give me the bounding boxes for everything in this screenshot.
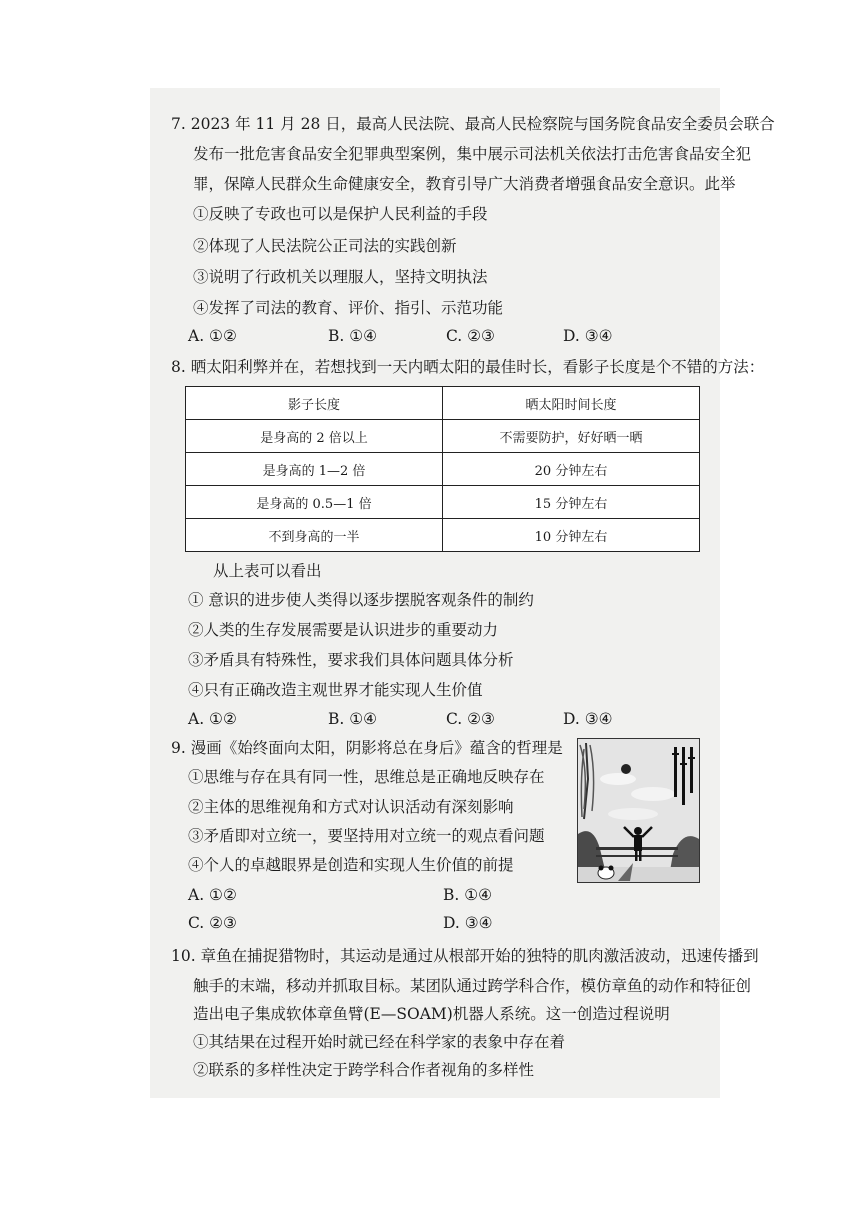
q7-stem-line-3: 罪，保障人民群众生命健康安全，教育引导广大消费者增强食品安全意识。此举 (193, 175, 736, 193)
q9-stem: 9. 漫画《始终面向太阳，阴影将总在身后》蕴含的哲理是 (171, 739, 563, 757)
q8-item-2: ②人类的生存发展需要是认识进步的重要动力 (188, 621, 499, 639)
q7-item-4: ④发挥了司法的教育、评价、指引、示范功能 (193, 299, 504, 317)
q10-stem-line-3: 造出电子集成软体章鱼臂(E—SOAM)机器人系统。这一创造过程说明 (193, 1005, 670, 1023)
q10-stem-line-1: 10. 章鱼在捕捉猎物时，其运动是通过从根部开始的独特的肌肉激活波动，迅速传播到 (171, 947, 759, 965)
q10-item-2: ②联系的多样性决定于跨学科合作者视角的多样性 (193, 1061, 535, 1079)
q8-option-a: A. ①② (188, 710, 237, 728)
table-header-sun-time: 晒太阳时间长度 (443, 387, 700, 420)
table-cell: 是身高的 1—2 倍 (186, 453, 443, 486)
q8-option-c: C. ②③ (446, 710, 495, 728)
table-cell: 10 分钟左右 (443, 519, 700, 552)
table-row (186, 519, 700, 552)
q7-item-1: ①反映了专政也可以是保护人民利益的手段 (193, 205, 488, 223)
q9-item-2: ②主体的思维视角和方式对认识活动有深刻影响 (188, 798, 514, 816)
q9-option-b: B. ①④ (443, 886, 493, 904)
q7-item-3: ③说明了行政机关以理服人，坚持文明执法 (193, 268, 488, 286)
q7-item-2: ②体现了人民法院公正司法的实践创新 (193, 237, 457, 255)
table-header-row (186, 387, 700, 420)
q10-stem-line-2: 触手的末端，移动并抓取目标。某团队通过跨学科合作，模仿章鱼的动作和特征创 (193, 977, 752, 995)
table-row (186, 486, 700, 519)
cartoon-image (577, 738, 700, 883)
q7-stem-line-1: 7. 2023 年 11 月 28 日，最高人民法院、最高人民检察院与国务院食品安全委员会联合 (171, 115, 775, 133)
table-cell: 是身高的 2 倍以上 (186, 420, 443, 453)
q10-item-1: ①其结果在过程开始时就已经在科学家的表象中存在着 (193, 1033, 566, 1051)
q9-option-a: A. ①② (188, 886, 237, 904)
table-cell: 20 分钟左右 (443, 453, 700, 486)
table-cell: 是身高的 0.5—1 倍 (186, 486, 443, 519)
cartoon-illustration (578, 739, 699, 882)
q7-option-d: D. ③④ (563, 327, 613, 345)
q9-item-1: ①思维与存在具有同一性，思维总是正确地反映存在 (188, 768, 545, 786)
q8-option-d: D. ③④ (563, 710, 613, 728)
q9-option-d: D. ③④ (443, 914, 493, 932)
shadow-length-table (185, 386, 700, 552)
table-row (186, 453, 700, 486)
q7-option-a: A. ①② (188, 327, 237, 345)
q7-option-b: B. ①④ (328, 327, 378, 345)
q7-option-c: C. ②③ (446, 327, 495, 345)
table-cell: 15 分钟左右 (443, 486, 700, 519)
table-cell: 不需要防护，好好晒一晒 (443, 420, 700, 453)
q7-stem-line-2: 发布一批危害食品安全犯罪典型案例，集中展示司法机关依法打击危害食品安全犯 (193, 145, 752, 163)
table-row (186, 420, 700, 453)
table-header-shadow-length: 影子长度 (186, 387, 443, 420)
q8-item-1: ① 意识的进步使人类得以逐步摆脱客观条件的制约 (188, 591, 534, 609)
q8-option-b: B. ①④ (328, 710, 378, 728)
q8-item-4: ④只有正确改造主观世界才能实现人生价值 (188, 681, 483, 699)
q9-item-4: ④个人的卓越眼界是创造和实现人生价值的前提 (188, 856, 514, 874)
q9-item-3: ③矛盾即对立统一，要坚持用对立统一的观点看问题 (188, 827, 545, 845)
q9-option-c: C. ②③ (188, 914, 237, 932)
q8-stem: 8. 晒太阳利弊并在，若想找到一天内晒太阳的最佳时长，看影子长度是个不错的方法： (171, 358, 765, 376)
q8-lead: 从上表可以看出 (213, 562, 322, 580)
q8-item-3: ③矛盾具有特殊性，要求我们具体问题具体分析 (188, 651, 514, 669)
table-cell: 不到身高的一半 (186, 519, 443, 552)
